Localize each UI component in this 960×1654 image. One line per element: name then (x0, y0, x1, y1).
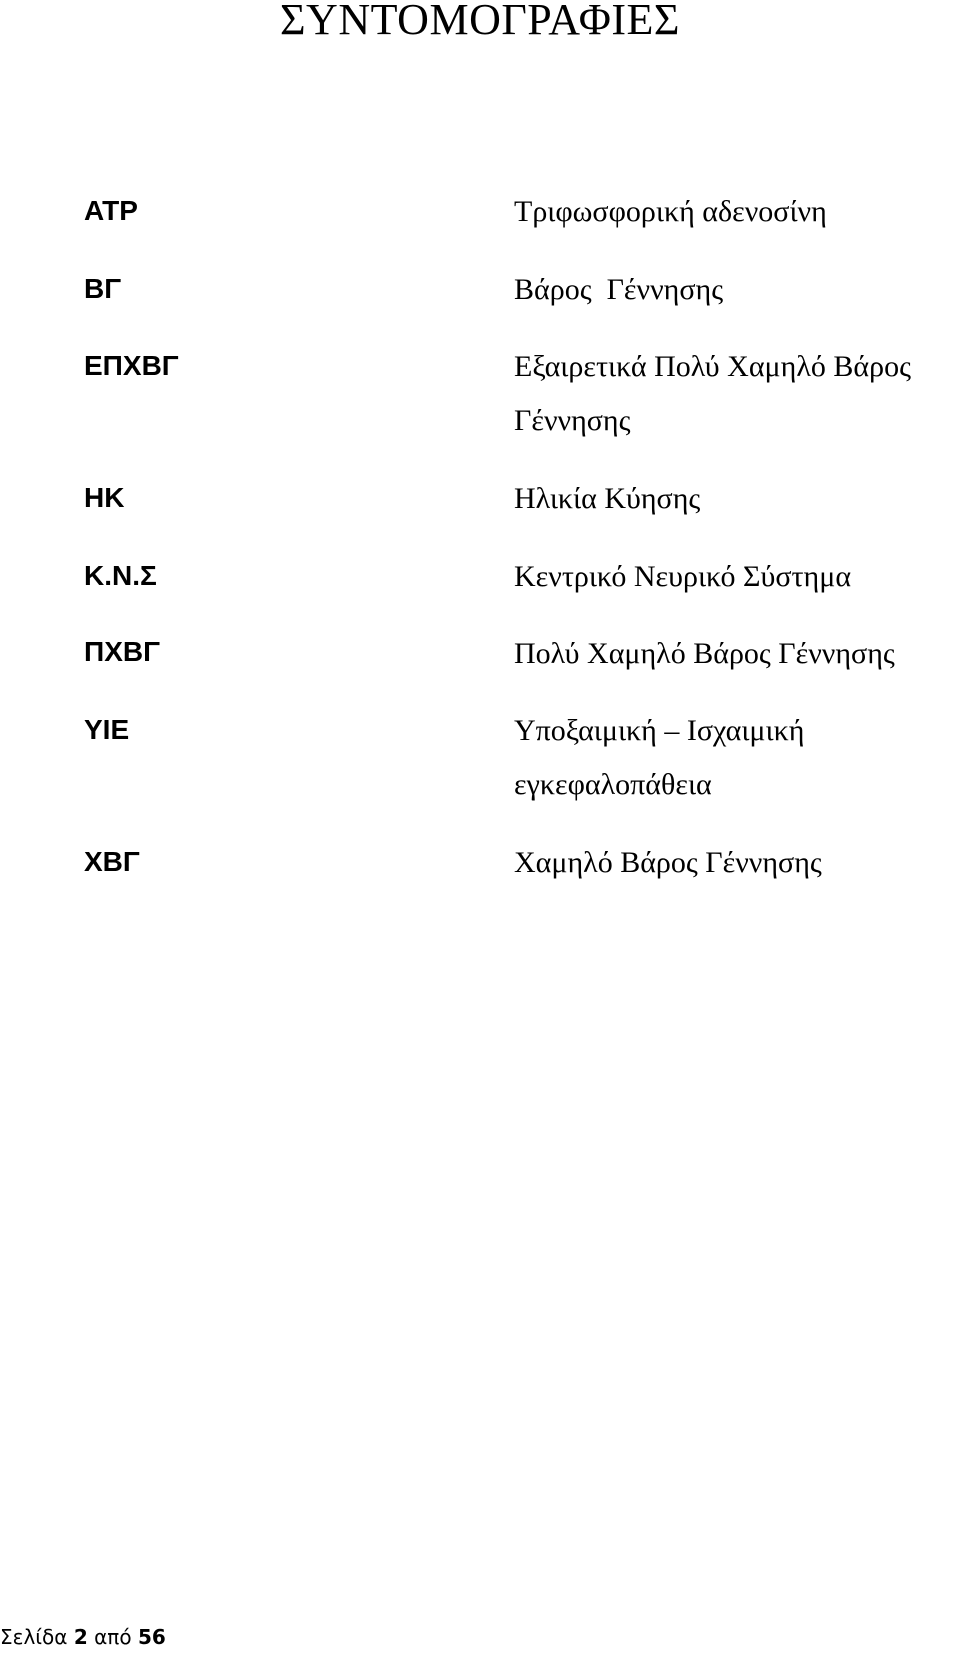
abbreviation: ΗΚ (84, 482, 125, 513)
abbreviation: ΒΓ (84, 273, 122, 304)
page-title: ΣΥΝΤΟΜΟΓΡΑΦΙΕΣ (279, 0, 681, 44)
total-page-count: 56 (137, 1625, 166, 1649)
definition (514, 340, 911, 448)
definition-line: Υποξαιμική – Ισχαιμική (514, 714, 805, 747)
page-number-footer (0, 1622, 166, 1652)
definition (514, 836, 822, 890)
definition-line: Γέννησης (514, 404, 631, 437)
definition-line: Βάρος Γέννησης (514, 273, 724, 306)
footer-middle: από (94, 1625, 132, 1649)
abbreviation: Κ.Ν.Σ (84, 560, 157, 591)
abbreviation: ATP (84, 195, 138, 226)
definition-line: Εξαιρετικά Πολύ Χαμηλό Βάρος (514, 350, 911, 383)
definition (514, 704, 804, 812)
definition-line: Πολύ Χαμηλό Βάρος Γέννησης (514, 637, 895, 670)
definition (514, 550, 851, 604)
definition (514, 263, 723, 317)
definition-line: Κεντρικό Νευρικό Σύστημα (514, 560, 852, 593)
abbreviation: ΥΙΕ (84, 714, 130, 745)
definition (514, 627, 895, 681)
definition-line: εγκεφαλοπάθεια (514, 768, 712, 801)
definition-line: Τριφωσφορική αδενοσίνη (514, 195, 827, 228)
definition-line: Χαμηλό Βάρος Γέννησης (514, 846, 822, 879)
current-page-number: 2 (73, 1625, 88, 1649)
footer-prefix: Σελίδα (0, 1625, 68, 1649)
abbreviation: ΕΠΧΒΓ (84, 350, 179, 381)
abbreviation: ΠΧΒΓ (84, 636, 160, 667)
definition (514, 185, 827, 239)
definition-line: Ηλικία Κύησης (514, 482, 701, 515)
definition (514, 472, 700, 526)
abbreviation: ΧΒΓ (84, 846, 140, 877)
